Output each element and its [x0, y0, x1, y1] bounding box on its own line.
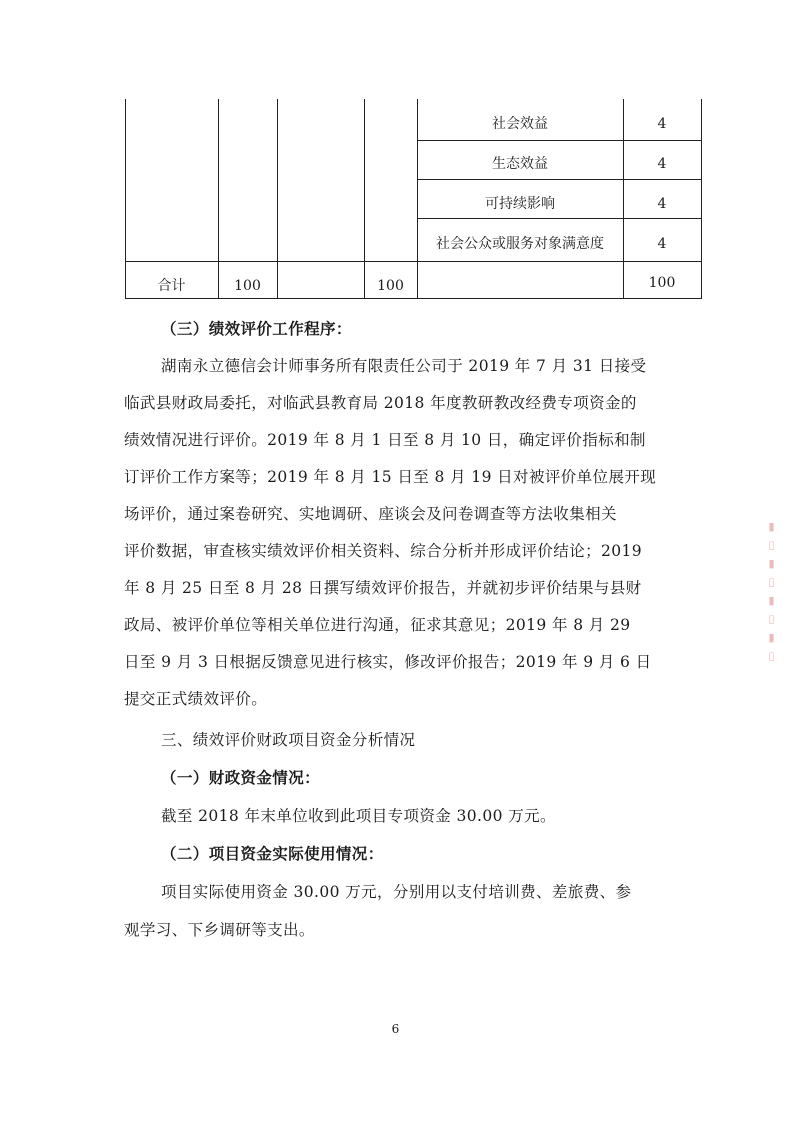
table-border-left: [125, 99, 126, 299]
paragraph-line: 截至 2018 年末单位收到此项目专项资金 30.00 万元。: [161, 807, 556, 825]
table-total-score: 100: [648, 275, 676, 291]
table-cell-indicator: 社会效益: [492, 116, 548, 132]
table-cell-indicator: 社会公众或服务对象满意度: [436, 236, 604, 252]
table-border-bottom: [125, 298, 702, 299]
paragraph-line: 场评价，通过案卷研究、实地调研、座谈会及问卷调查等方法收集相关: [124, 505, 617, 523]
seal-stamp-mark: ▮ ▯ ▮ ▯ ▮ ▯ ▮ ▯: [765, 520, 778, 664]
table-border-right: [701, 99, 702, 299]
table-row-divider: [417, 218, 702, 219]
table-cell-indicator: 可持续影响: [485, 196, 555, 212]
paragraph-line: 评价数据，审查核实绩效评价相关资料、综合分析并形成评价结论；2019: [124, 542, 643, 560]
table-col-divider: [277, 99, 278, 299]
paragraph-line: 绩效情况进行评价。2019 年 8 月 1 日至 8 月 10 日，确定评价指标和制: [124, 431, 646, 449]
table-cell-score: 4: [657, 236, 667, 252]
paragraph-line: 湖南永立德信会计师事务所有限责任公司于 2019 年 7 月 31 日接受: [161, 357, 647, 375]
paragraph-line: 日至 9 月 3 日根据反馈意见进行核实，修改评价报告；2019 年 9 月 6 日: [124, 653, 652, 671]
evaluation-table: [125, 99, 702, 299]
paragraph-line: 观学习、下乡调研等支出。: [124, 921, 315, 939]
table-cell-indicator: 生态效益: [492, 156, 548, 172]
page-number: 6: [391, 1022, 400, 1036]
section-heading: （三）绩效评价工作程序：: [161, 319, 352, 338]
table-row-divider: [417, 140, 702, 141]
paragraph-line: 年 8 月 25 日至 8 月 28 日撰写绩效评价报告，并就初步评价结果与县财: [124, 579, 642, 597]
paragraph-line: 订评价工作方案等；2019 年 8 月 15 日至 8 月 19 日对被评价单位展开现: [124, 468, 657, 486]
paragraph-line: 临武县财政局委托，对临武县教育局 2018 年度教研教改经费专项资金的: [124, 394, 637, 412]
subsection-heading: （二）项目资金实际使用情况：: [161, 844, 384, 863]
table-row-divider: [125, 261, 702, 262]
paragraph-line: 政局、被评价单位等相关单位进行沟通，征求其意见；2019 年 8 月 29: [124, 616, 631, 634]
table-cell-score: 4: [657, 156, 667, 172]
subsection-heading: （一）财政资金情况：: [161, 768, 321, 787]
paragraph-line: 项目实际使用资金 30.00 万元，分别用以支付培训费、差旅费、参: [161, 883, 632, 901]
table-total-value: 100: [234, 278, 261, 294]
table-cell-score: 4: [657, 196, 667, 212]
table-col-divider: [218, 99, 219, 299]
table-total-value: 100: [377, 278, 404, 294]
table-col-divider: [364, 99, 365, 299]
table-cell-score: 4: [657, 116, 667, 132]
table-total-label: 合计: [157, 278, 186, 294]
table-row-divider: [417, 179, 702, 180]
chapter-heading: 三、绩效评价财政项目资金分析情况: [161, 731, 416, 749]
paragraph-line: 提交正式绩效评价。: [124, 690, 268, 708]
